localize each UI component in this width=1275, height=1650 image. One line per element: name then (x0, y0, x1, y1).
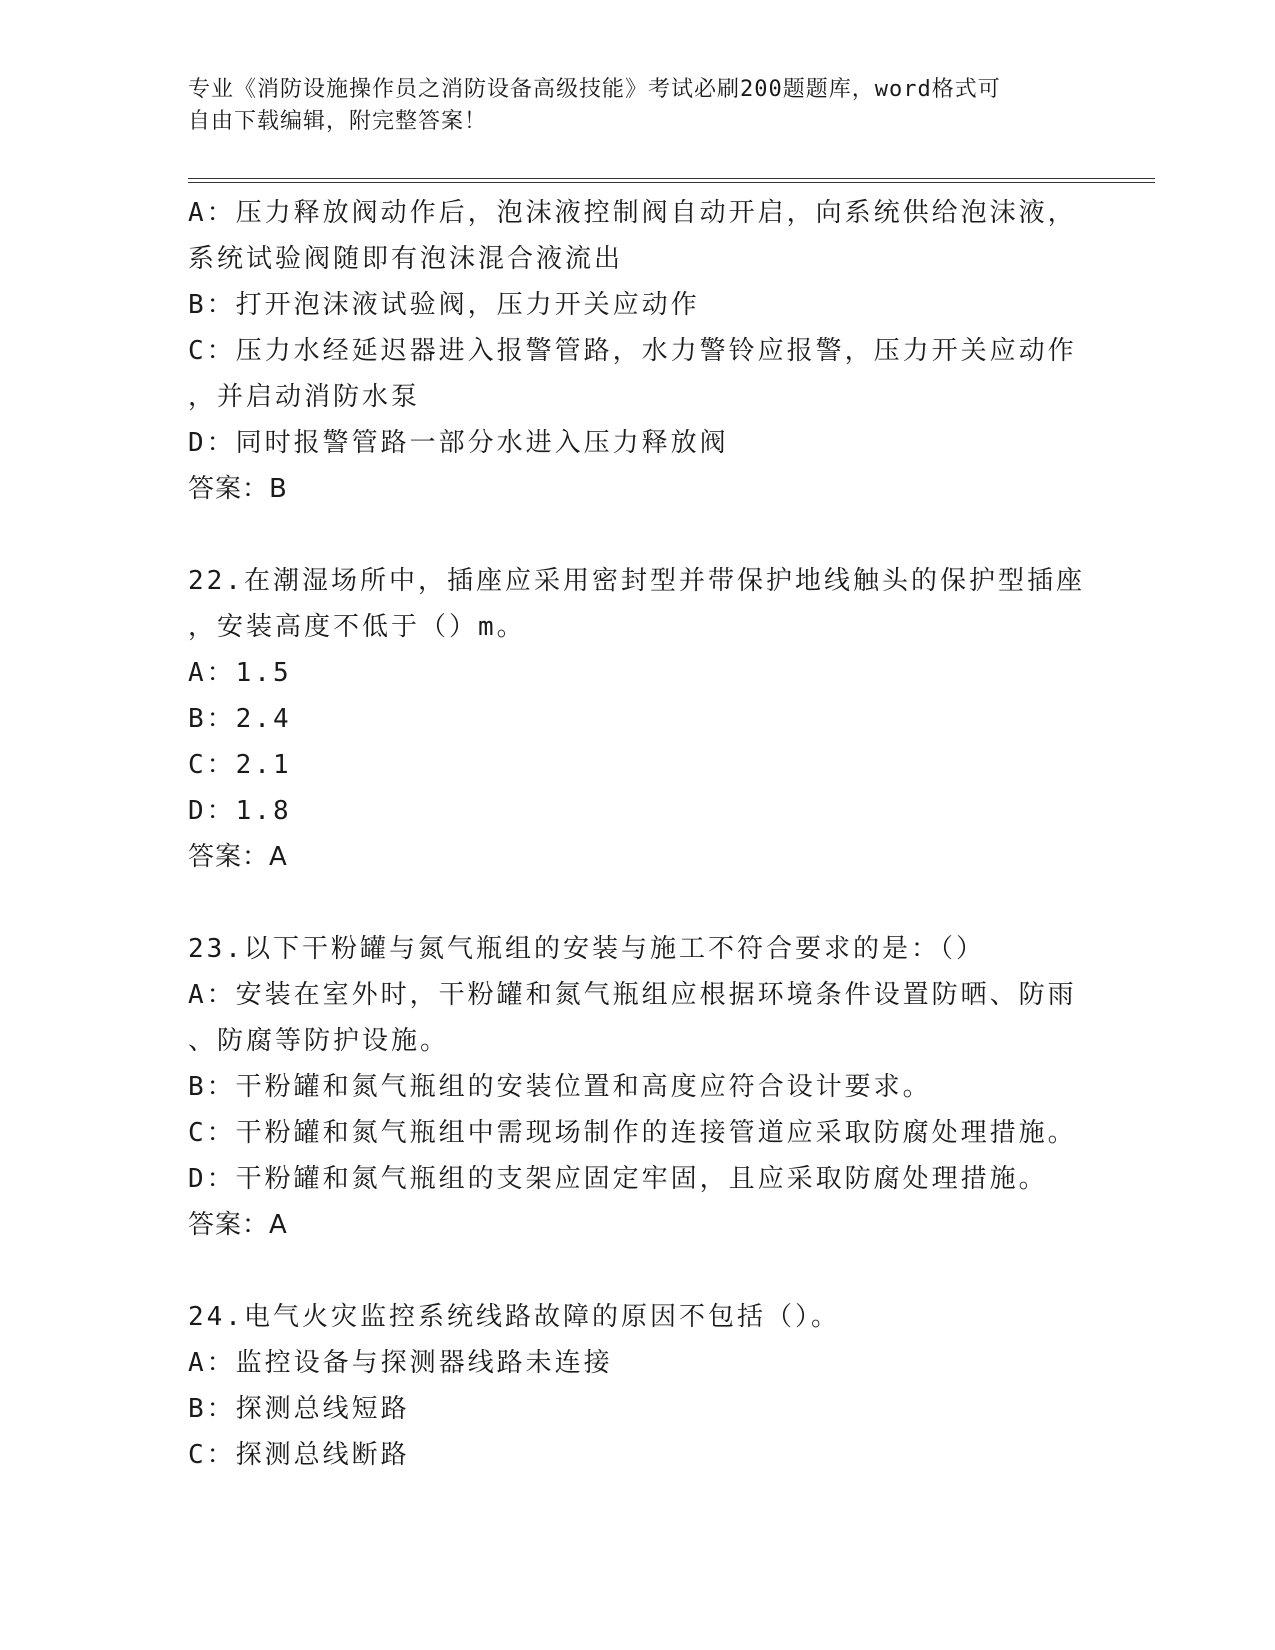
option-d: D：1.8 (188, 796, 292, 826)
header-line-1: 专业《消防设施操作员之消防设备高级技能》考试必刷200题题库，word格式可 (188, 77, 1001, 102)
option-a: A：监控设备与探测器线路未连接 (188, 1348, 613, 1378)
answer: 答案：B (188, 474, 288, 504)
option-a-line-1: A：压力释放阀动作后，泡沫液控制阀自动开启，向系统供给泡沫液， (188, 198, 1077, 228)
option-c: C：探测总线断路 (188, 1440, 410, 1470)
option-c: C：2.1 (188, 750, 292, 780)
spacer (188, 880, 1108, 926)
option-a: A：1.5 (188, 658, 292, 688)
spacer (188, 512, 1108, 558)
option-b: B：2.4 (188, 704, 292, 734)
document-header (188, 74, 1088, 138)
header-divider (188, 178, 1155, 183)
question-24 (188, 1294, 1108, 1478)
option-c-line-2: ，并启动消防水泵 (188, 382, 421, 412)
question-21 (188, 190, 1108, 512)
option-b: B：干粉罐和氮气瓶组的安装位置和高度应符合设计要求。 (188, 1072, 932, 1102)
question-stem-line-2: ，安装高度不低于（）m。 (188, 612, 526, 642)
option-a-line-2: 、防腐等防护设施。 (188, 1026, 450, 1056)
question-22 (188, 558, 1108, 880)
option-c-line-1: C：压力水经延迟器进入报警管路，水力警铃应报警，压力开关应动作 (188, 336, 1077, 366)
question-stem: 23.以下干粉罐与氮气瓶组的安装与施工不符合要求的是：（） (188, 934, 985, 964)
answer: 答案：A (188, 1210, 288, 1240)
answer: 答案：A (188, 842, 288, 872)
option-b: B：探测总线短路 (188, 1394, 410, 1424)
question-stem-line-1: 22.在潮湿场所中，插座应采用密封型并带保护地线触头的保护型插座 (188, 566, 1085, 596)
option-c: C：干粉罐和氮气瓶组中需现场制作的连接管道应采取防腐处理措施。 (188, 1118, 1077, 1148)
option-d: D：干粉罐和氮气瓶组的支架应固定牢固，且应采取防腐处理措施。 (188, 1164, 1048, 1194)
option-d: D：同时报警管路一部分水进入压力释放阀 (188, 428, 729, 458)
option-a-line-2: 系统试验阀随即有泡沫混合液流出 (188, 244, 624, 274)
question-stem: 24.电气火灾监控系统线路故障的原因不包括（）。 (188, 1302, 840, 1332)
spacer (188, 1248, 1108, 1294)
option-b: B：打开泡沫液试验阀，压力开关应动作 (188, 290, 700, 320)
option-a-line-1: A：安装在室外时，干粉罐和氮气瓶组应根据环境条件设置防晒、防雨 (188, 980, 1077, 1010)
header-line-2: 自由下载编辑，附完整答案！ (188, 109, 488, 134)
question-23 (188, 926, 1108, 1248)
question-content (188, 190, 1108, 1478)
